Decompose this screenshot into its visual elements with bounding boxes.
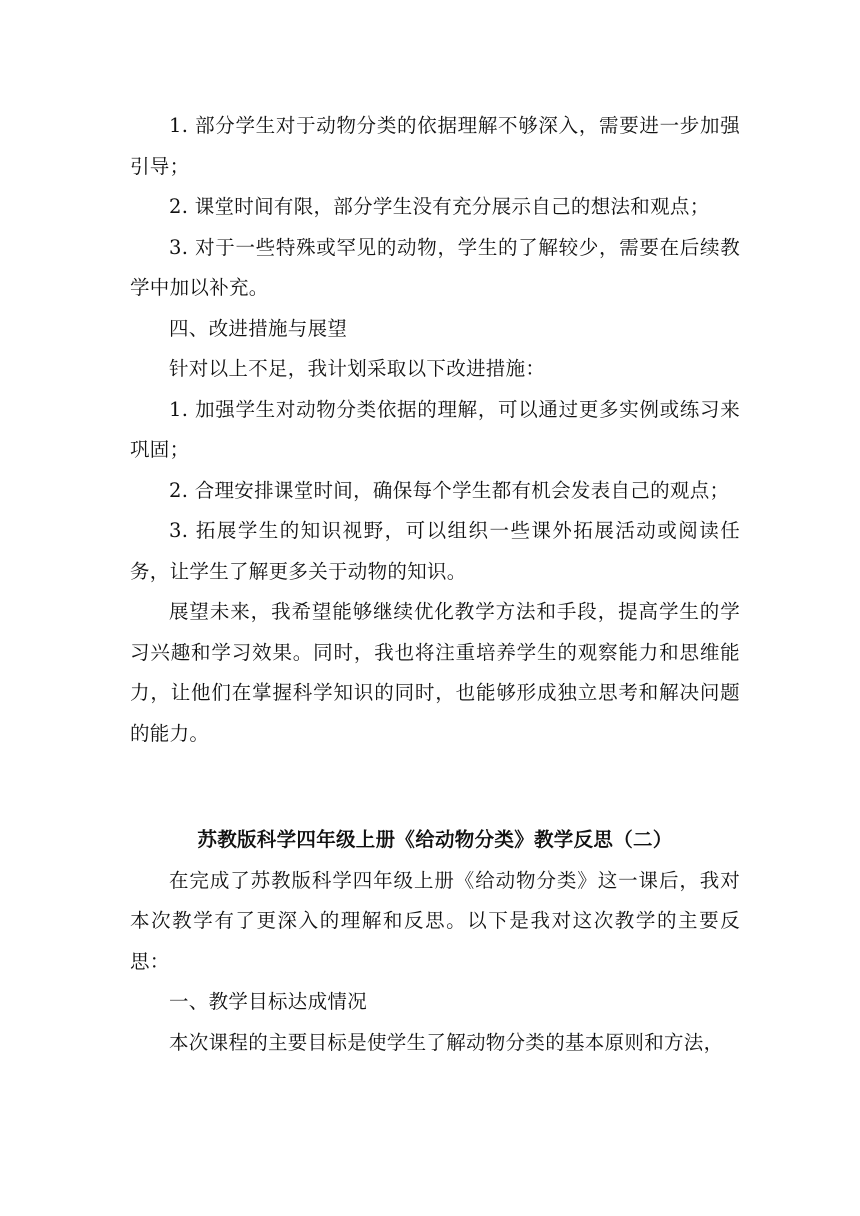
paragraph-improvement-2: 2. 合理安排课堂时间，确保每个学生都有机会发表自己的观点； <box>169 478 730 502</box>
section-heading-improvement: 四、改进措施与展望 <box>169 316 348 340</box>
section-spacer <box>130 754 740 820</box>
paragraph-improvement-intro: 针对以上不足，我计划采取以下改进措施： <box>169 357 546 380</box>
paragraph-shortcoming-1: 1. 部分学生对于动物分类的依据理解不够深入，需要进一步加强引导； <box>130 114 740 178</box>
paragraph-shortcoming-2: 2. 课堂时间有限，部分学生没有充分展示自己的想法和观点； <box>169 195 710 218</box>
paragraph-outlook: 展望未来，我希望能够继续优化教学方法和手段，提高学生的学习兴趣和学习效果。同时，我也将注重培养学生的观察能力和思维能力，让他们在掌握科学知识的同时，也能够形成独立思考和解决问题的能力。 <box>130 600 740 745</box>
paragraph-shortcoming-3: 3. 对于一些特殊或罕见的动物，学生的了解较少，需要在后续教学中加以补充。 <box>130 235 740 299</box>
paragraph-improvement-1: 1. 加强学生对动物分类依据的理解，可以通过更多实例或练习来巩固； <box>130 397 740 461</box>
document-body <box>130 106 740 1063</box>
paragraph-intro: 在完成了苏教版科学四年级上册《给动物分类》这一课后，我对本次教学有了更深入的理解和反思。以下是我对这次教学的主要反思： <box>130 868 740 973</box>
section-heading-objectives: 一、教学目标达成情况 <box>169 990 368 1013</box>
paragraph-objectives: 本次课程的主要目标是使学生了解动物分类的基本原则和方法， <box>169 1030 724 1054</box>
document-section-title: 苏教版科学四年级上册《给动物分类》教学反思（二） <box>197 828 673 851</box>
paragraph-improvement-3: 3. 拓展学生的知识视野，可以组织一些课外拓展活动或阅读任务，让学生了解更多关于动物的知识。 <box>130 519 740 583</box>
